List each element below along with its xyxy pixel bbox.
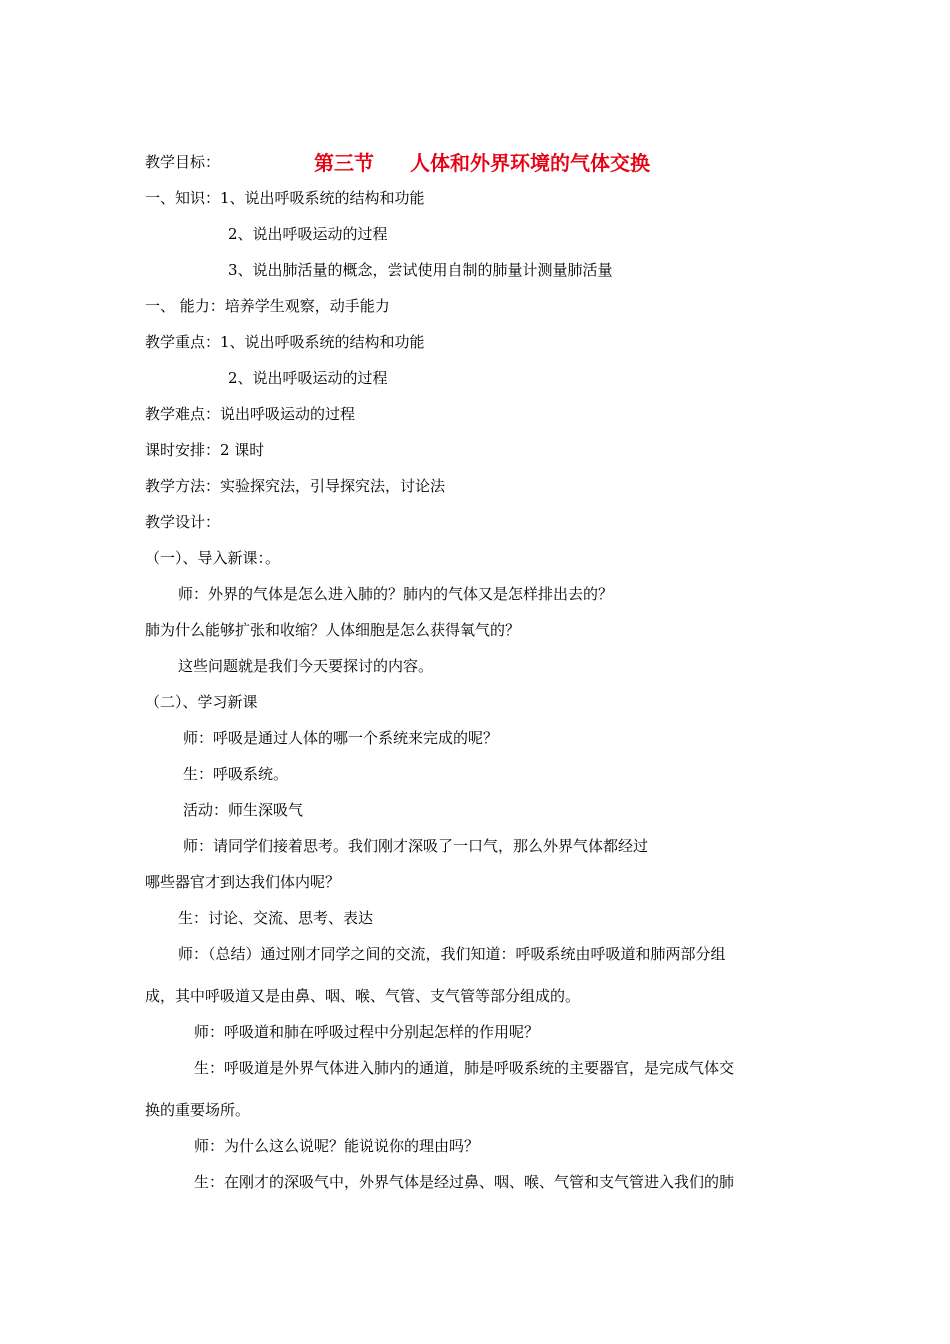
title-main: 人体和外界环境的气体交换 [409,151,650,175]
paragraph: 换的重要场所。 [145,1101,251,1119]
paragraph: 师：请同学们接着思考。我们刚才深吸了一口气，那么外界气体都经过 [183,837,649,855]
paragraph: 肺为什么能够扩张和收缩？人体细胞是怎么获得氧气的？ [145,621,521,639]
heading-objectives: 教学目标： [145,153,221,171]
paragraph: 生：在刚才的深吸气中，外界气体是经过鼻、咽、喉、气管和支气管进入我们的肺 [194,1173,735,1191]
class-hours: 课时安排：2 课时 [145,441,265,459]
paragraph: 这些问题就是我们今天要探讨的内容。 [178,657,434,675]
paragraph: 师：外界的气体是怎么进入肺的？肺内的气体又是怎样排出去的？ [178,585,614,603]
paragraph: 成，其中呼吸道又是由鼻、咽、喉、气管、支气管等部分组成的。 [145,987,581,1005]
paragraph: 师：（总结）通过刚才同学之间的交流，我们知道：呼吸系统由呼吸道和肺两部分组 [178,945,726,963]
paragraph: 生：呼吸系统。 [183,765,289,783]
title-section: 第三节 [313,151,374,175]
key-point-1: 教学重点：1、说出呼吸系统的结构和功能 [145,333,425,351]
objective-ability: 一、 能力：培养学生观察，动手能力 [145,297,390,315]
paragraph: 师：为什么这么说呢？能说说你的理由吗？ [194,1137,480,1155]
key-point-2: 2、说出呼吸运动的过程 [228,369,388,387]
paragraph: 哪些器官才到达我们体内呢？ [145,873,341,891]
paragraph: 活动：师生深吸气 [183,801,304,819]
objective-knowledge-2: 2、说出呼吸运动的过程 [228,225,388,243]
page-title [0,124,950,176]
heading-design: 教学设计： [145,513,221,531]
objective-knowledge-3: 3、说出肺活量的概念，尝试使用自制的肺量计测量肺活量 [228,261,613,279]
teaching-method: 教学方法：实验探究法，引导探究法，讨论法 [145,477,446,495]
paragraph: 师：呼吸是通过人体的哪一个系统来完成的呢？ [183,729,499,747]
difficult-point: 教学难点：说出呼吸运动的过程 [145,405,356,423]
section-new-lesson: （二）、学习新课 [145,693,258,711]
paragraph: 生：讨论、交流、思考、表达 [178,909,374,927]
paragraph: 师：呼吸道和肺在呼吸过程中分别起怎样的作用呢？ [194,1023,540,1041]
paragraph: 生：呼吸道是外界气体进入肺内的通道，肺是呼吸系统的主要器官，是完成气体交 [194,1059,735,1077]
section-intro: （一）、导入新课：。 [145,549,281,567]
objective-knowledge-1: 一、知识：1、说出呼吸系统的结构和功能 [145,189,425,207]
